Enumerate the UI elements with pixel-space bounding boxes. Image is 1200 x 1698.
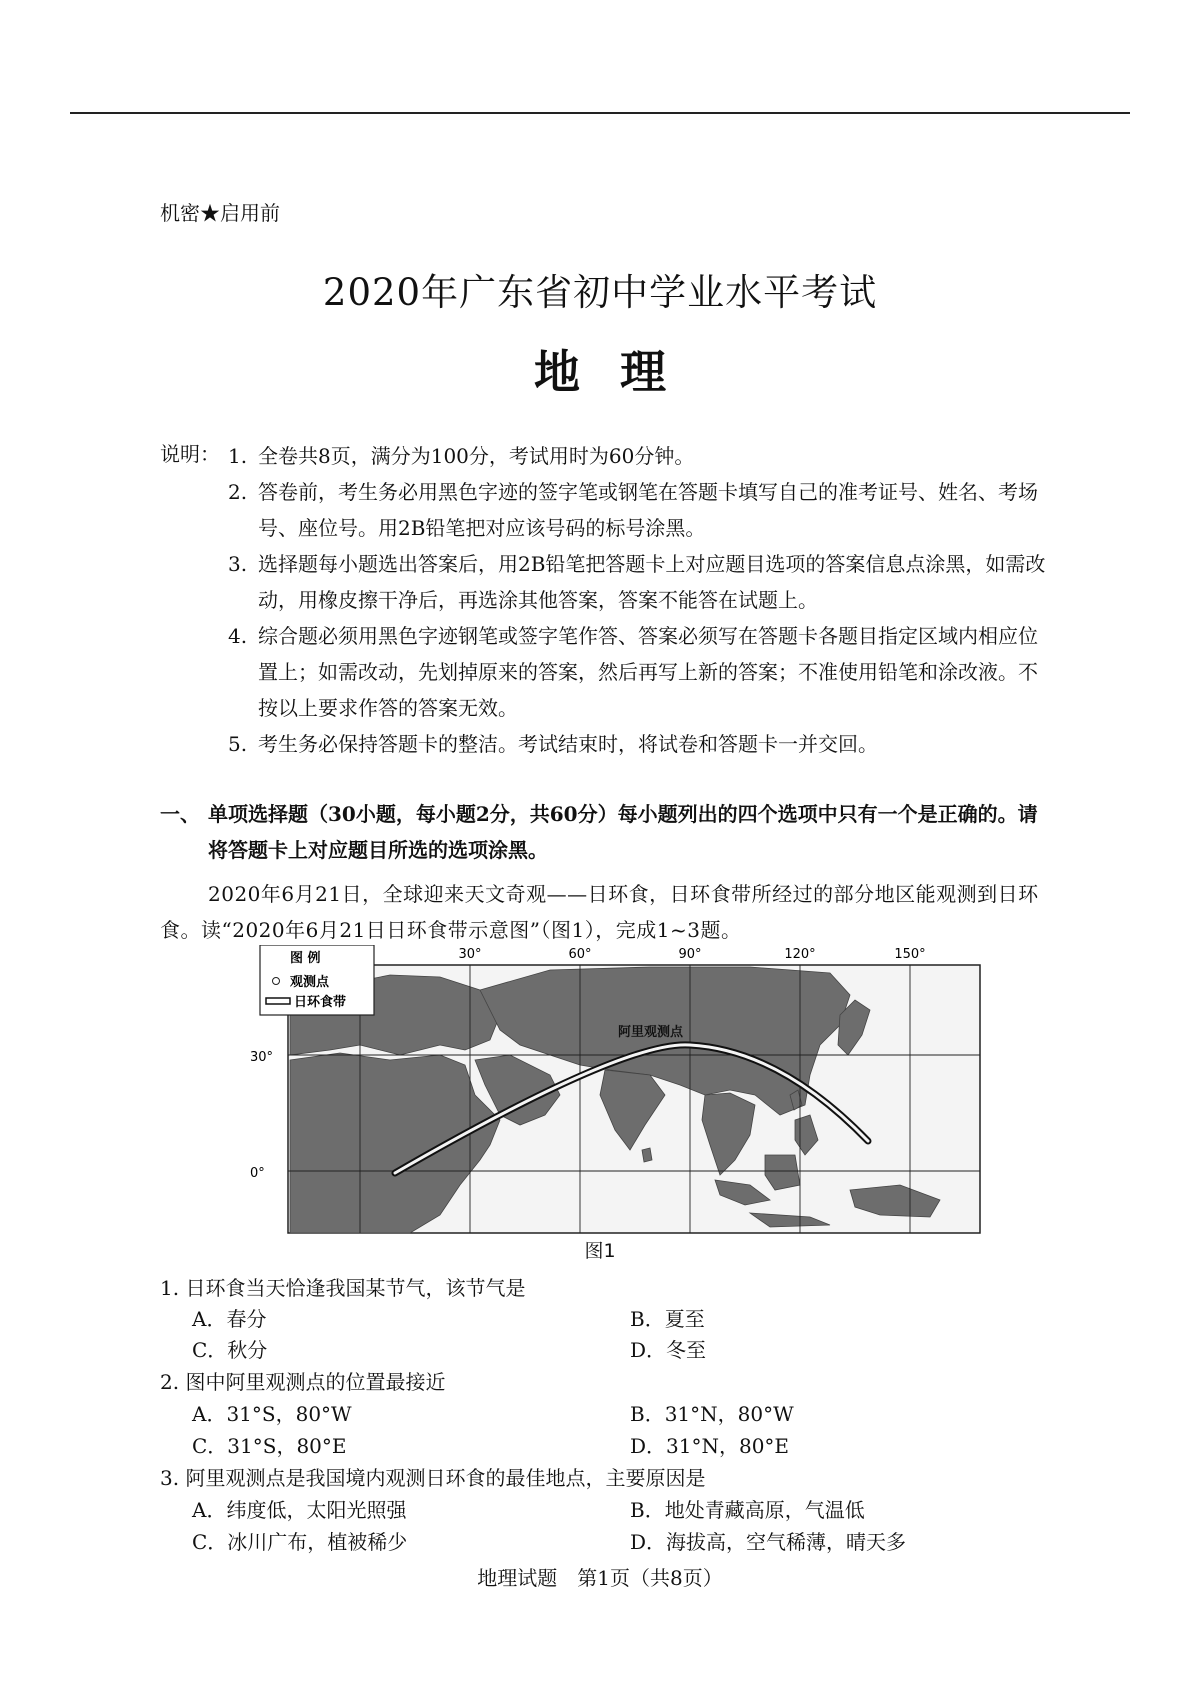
lat-label-0: 0° — [250, 1166, 265, 1181]
instruction-item-3 — [228, 546, 1048, 618]
section-text: 单项选择题（30小题，每小题2分，共60分）每小题列出的四个选项中只有一个是正确的。请将答题卡上对应题目所选的选项涂黑。 — [208, 802, 1038, 862]
section-number: 一、 — [160, 802, 200, 826]
instruction-text: 综合题必须用黑色字迹钢笔或签字笔作答、答案必须写在答题卡各题目指定区域内相应位置上；如需改动，先划掉原来的答案，然后再写上新的答案；不准使用铅笔和涂改液。不按以上要求作答的答案无效。 — [258, 624, 1038, 720]
instruction-text: 全卷共8页，满分为100分，考试用时为60分钟。 — [258, 444, 695, 468]
lat-label-30: 30° — [250, 1050, 274, 1065]
top-rule — [70, 112, 1130, 114]
map-legend — [260, 945, 374, 1015]
instructions-label: 说明： — [160, 442, 220, 466]
question-1-option-b: B．夏至 — [630, 1307, 705, 1331]
question-1-option-c: C．秋分 — [192, 1338, 268, 1362]
section-heading — [160, 796, 1055, 868]
instruction-text: 答卷前，考生务必用黑色字迹的签字笔或钢笔在答题卡填写自己的准考证号、姓名、考场号、座位号。用2B铅笔把对应该号码的标号涂黑。 — [258, 480, 1038, 540]
legend-point-label: 观测点 — [290, 975, 330, 990]
question-2-option-b: B．31°N，80°W — [630, 1402, 794, 1426]
question-2-option-a: A．31°S，80°W — [192, 1402, 352, 1426]
question-3-option-c: C．冰川广布，植被稀少 — [192, 1530, 408, 1554]
confidential-label: 机密★启用前 — [160, 201, 280, 225]
lon-label-120: 120° — [784, 947, 816, 962]
legend-band-label: 日环食带 — [294, 995, 347, 1010]
exam-title: 2020年广东省初中学业水平考试 — [322, 271, 878, 314]
question-3-option-a: A．纬度低，太阳光照强 — [192, 1498, 407, 1522]
instruction-number: 1. — [228, 444, 248, 468]
subject-title: 地理 — [534, 345, 706, 399]
question-intro: 2020年6月21日，全球迎来天文奇观——日环食，日环食带所经过的部分地区能观测到日环食。读“2020年6月21日日环食带示意图”（图1），完成1~3题。 — [160, 882, 1039, 942]
eclipse-map — [250, 945, 990, 1235]
instruction-text: 选择题每小题选出答案后，用2B铅笔把答题卡上对应题目选项的答案信息点涂黑，如需改动，用橡皮擦干净后，再选涂其他答案，答案不能答在试题上。 — [258, 552, 1046, 612]
question-3-stem: 3. 阿里观测点是我国境内观测日环食的最佳地点，主要原因是 — [160, 1466, 706, 1490]
instruction-number: 4. — [228, 624, 248, 648]
instruction-item-1 — [228, 438, 1048, 474]
lon-label-150: 150° — [894, 947, 926, 962]
question-1-option-a: A．春分 — [192, 1307, 267, 1331]
page-footer: 地理试题 第1页（共8页） — [477, 1566, 723, 1590]
legend-title: 图 例 — [290, 951, 321, 966]
eclipse-band-icon — [266, 998, 290, 1004]
question-2-option-c: C．31°S，80°E — [192, 1434, 347, 1458]
question-2-option-d: D．31°N，80°E — [630, 1434, 790, 1458]
instruction-text: 考生务必保持答题卡的整洁。考试结束时，将试卷和答题卡一并交回。 — [258, 732, 878, 756]
lon-label-60: 60° — [568, 947, 592, 962]
instruction-number: 3. — [228, 552, 248, 576]
figure-caption: 图1 — [584, 1240, 616, 1262]
lon-label-30: 30° — [458, 947, 482, 962]
observation-point-icon — [273, 978, 280, 985]
question-2-stem: 2. 图中阿里观测点的位置最接近 — [160, 1370, 446, 1394]
instruction-item-2 — [228, 474, 1048, 546]
instruction-item-4 — [228, 618, 1048, 726]
question-1-stem: 1. 日环食当天恰逢我国某节气，该节气是 — [160, 1276, 526, 1300]
question-3-option-d: D．海拔高，空气稀薄，晴天多 — [630, 1530, 907, 1554]
question-3-option-b: B．地处青藏高原，气温低 — [630, 1498, 865, 1522]
question-1-option-d: D．冬至 — [630, 1338, 707, 1362]
instruction-item-5 — [228, 726, 1048, 762]
instruction-number: 5. — [228, 732, 248, 756]
instruction-number: 2. — [228, 480, 248, 504]
ali-point-label: 阿里观测点 — [618, 1025, 684, 1040]
lon-label-90: 90° — [678, 947, 702, 962]
eclipse-map-figure — [250, 945, 990, 1235]
